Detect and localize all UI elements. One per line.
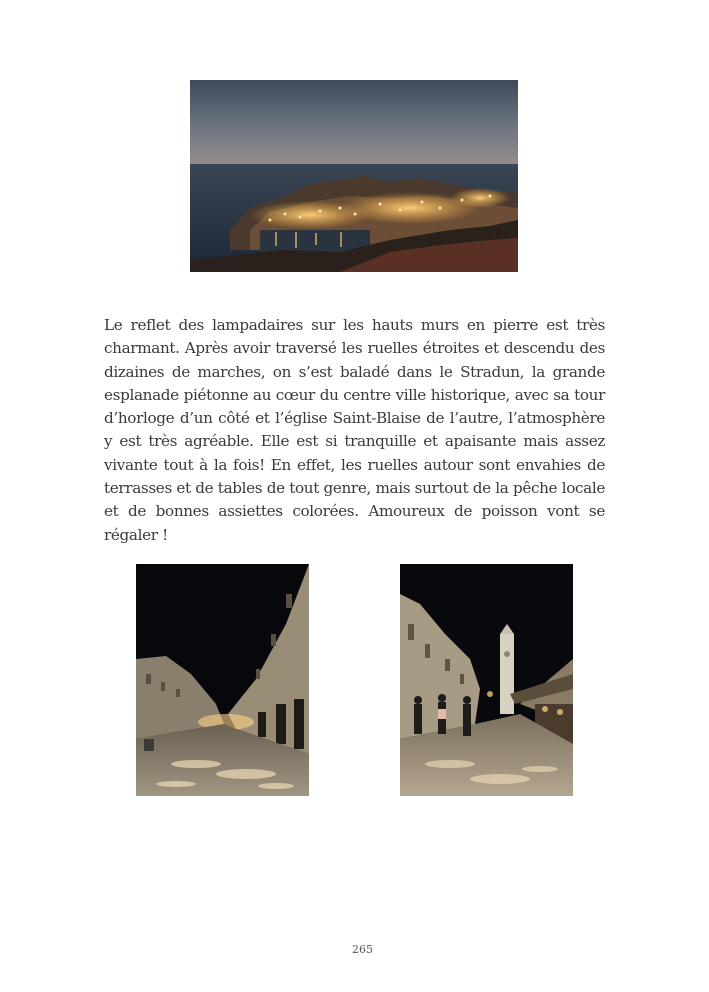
photo-stradun-street: [136, 564, 309, 796]
body-paragraph: Le reflet des lampadaires sur les hauts murs en pierre est très charmant. Après avoir traversé les ruelles étroites et descendu des dizaines de marches, on s’est baladé dans le Stradun, la grande esplanade piétonne au cœur du centre ville historique, avec sa tour d’horloge d’un côté et l’église Saint-Blaise de l’autre, l’atmosphère y est très agréable. Elle est si tranquille et apaisante mais assez vivante tout à la fois! En effet, les ruelles autour sont envahies de terrasses et de tables de tout genre, mais surtout de la pêche locale et de bonnes assiettes colorées. Amoureux de poisson vont se régaler !: [104, 316, 605, 544]
photo-old-town-dusk-graphic: [190, 80, 518, 272]
photo-clock-tower: [400, 564, 573, 796]
photo-clock-tower-graphic: [400, 564, 573, 796]
page-number: 265: [352, 943, 373, 956]
photo-stradun-street-graphic: [136, 564, 309, 796]
photo-old-town-dusk: [190, 80, 518, 272]
